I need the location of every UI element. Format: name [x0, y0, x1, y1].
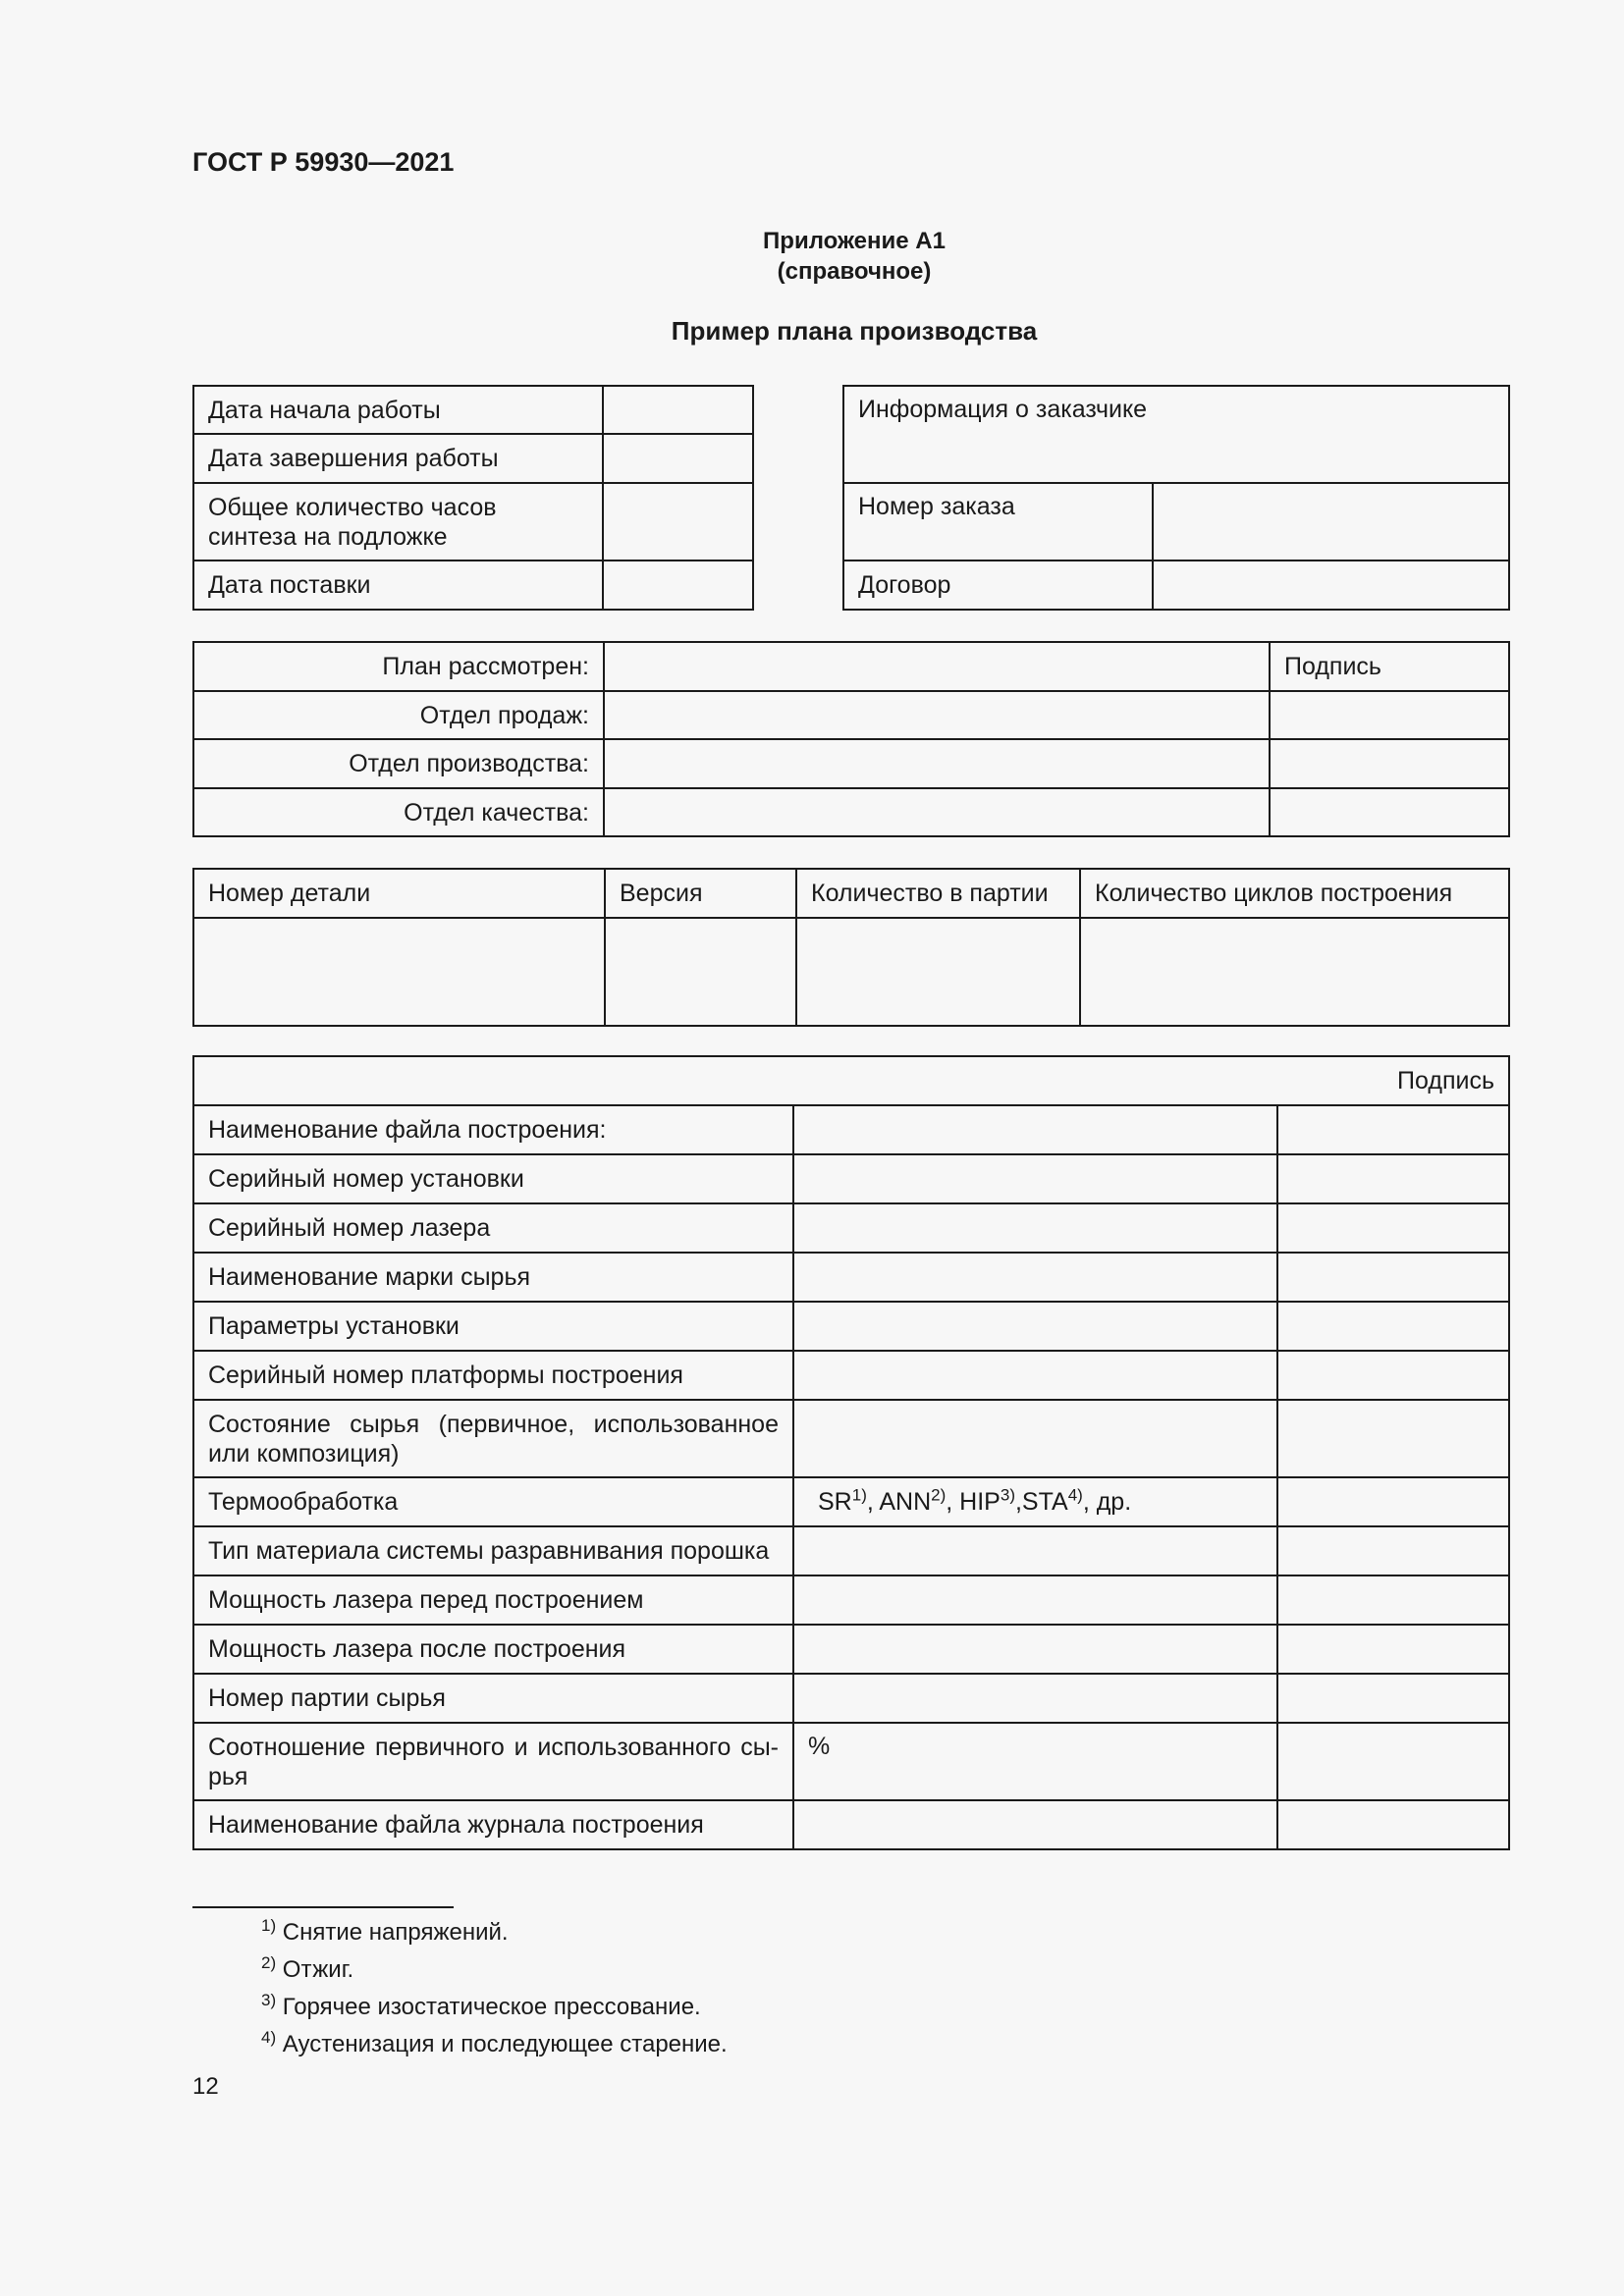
row-signature[interactable] [1277, 1575, 1509, 1625]
row-value[interactable] [793, 1674, 1277, 1723]
row-label: Номер партии сырья [193, 1674, 793, 1723]
row-label: Серийный номер установки [193, 1154, 793, 1203]
footnote-divider [192, 1906, 454, 1908]
row-label: Термообработка [193, 1477, 793, 1526]
table-row [193, 1674, 1509, 1723]
table-row [193, 1253, 1509, 1302]
row-label: Наименование марки сырья [193, 1253, 793, 1302]
table-row [193, 1723, 1509, 1800]
sales-dept-signature[interactable] [1270, 691, 1509, 739]
footnote-ref: 4) [261, 2028, 277, 2047]
ann-option: , ANN [866, 1488, 932, 1516]
table-row [193, 1477, 1509, 1526]
footnote-ref: 2) [261, 1953, 277, 1972]
row-value[interactable] [793, 1203, 1277, 1253]
footnote [261, 1953, 354, 1984]
part-number-header: Номер детали [193, 869, 605, 918]
table-row [193, 483, 753, 561]
date-end-label: Дата завершения работы [193, 434, 603, 483]
row-label: Наименование файла журнала построения [193, 1800, 793, 1849]
production-dept-signature[interactable] [1270, 739, 1509, 788]
footnote [261, 1991, 701, 2021]
table-row [193, 1203, 1509, 1253]
footnote [261, 2028, 728, 2058]
table-row [193, 1056, 1509, 1105]
footnote-ref: 1) [851, 1485, 867, 1505]
table-row [193, 918, 1509, 1026]
table-row [843, 386, 1509, 483]
quality-dept-signature[interactable] [1270, 788, 1509, 836]
contract-label: Договор [843, 561, 1153, 610]
footnote-ref: 1) [261, 1916, 277, 1935]
row-signature[interactable] [1277, 1477, 1509, 1526]
row-signature[interactable] [1277, 1800, 1509, 1849]
date-end-value[interactable] [603, 434, 753, 483]
contract-value[interactable] [1153, 561, 1509, 610]
table-row [193, 788, 1509, 836]
table-row [843, 561, 1509, 610]
build-cycles-value[interactable] [1080, 918, 1509, 1026]
plan-reviewed-value[interactable] [604, 642, 1270, 691]
row-label: Соотношение первичного и использованного сы-рья [193, 1723, 793, 1800]
footnote-text: Горячее изостатическое прессование. [282, 1994, 701, 2020]
row-signature[interactable] [1277, 1302, 1509, 1351]
row-signature[interactable] [1277, 1203, 1509, 1253]
appendix-subtitle: (справочное) [777, 258, 932, 285]
build-table [192, 1055, 1510, 1850]
quality-dept-label: Отдел качества: [193, 788, 604, 836]
table-row [193, 1800, 1509, 1849]
table-row [193, 1105, 1509, 1154]
row-label: Серийный номер платформы построения [193, 1351, 793, 1400]
ratio-value[interactable]: % [793, 1723, 1277, 1800]
row-value[interactable] [793, 1302, 1277, 1351]
page-number: 12 [192, 2073, 219, 2100]
part-table [192, 868, 1510, 1027]
row-value[interactable] [793, 1400, 1277, 1477]
quality-dept-value[interactable] [604, 788, 1270, 836]
build-cycles-header: Количество циклов построения [1080, 869, 1509, 918]
version-value[interactable] [605, 918, 796, 1026]
footnote-text: Отжиг. [282, 1956, 354, 1983]
row-value[interactable] [793, 1105, 1277, 1154]
table-row [193, 1400, 1509, 1477]
footnote-ref: 4) [1067, 1485, 1083, 1505]
other-option: , др. [1082, 1488, 1132, 1516]
signature-header: Подпись [1270, 642, 1509, 691]
synthesis-hours-label-line2: синтеза на подложке [208, 522, 448, 551]
order-number-label: Номер заказа [843, 483, 1153, 561]
footnote-ref: 2) [931, 1485, 947, 1505]
date-start-value[interactable] [603, 386, 753, 434]
table-row [193, 1625, 1509, 1674]
row-signature[interactable] [1277, 1253, 1509, 1302]
row-value[interactable] [793, 1800, 1277, 1849]
row-label: Мощность лазера перед построением [193, 1575, 793, 1625]
row-label: Тип материала системы разравнивания порошка [193, 1526, 793, 1575]
document-code: ГОСТ Р 59930—2021 [192, 147, 455, 177]
row-label: Мощность лазера после построения [193, 1625, 793, 1674]
synthesis-hours-label-line1: Общее количество часов [208, 493, 497, 521]
delivery-date-value[interactable] [603, 561, 753, 610]
table-row [193, 869, 1509, 918]
table-row [193, 642, 1509, 691]
batch-quantity-header: Количество в партии [796, 869, 1080, 918]
row-label: Наименование файла построения: [193, 1105, 793, 1154]
batch-quantity-value[interactable] [796, 918, 1080, 1026]
delivery-date-label: Дата поставки [193, 561, 603, 610]
row-value[interactable] [793, 1253, 1277, 1302]
production-dept-label: Отдел производства: [193, 739, 604, 788]
sales-dept-label: Отдел продаж: [193, 691, 604, 739]
row-signature[interactable] [1277, 1625, 1509, 1674]
order-number-value[interactable] [1153, 483, 1509, 561]
row-label: Параметры установки [193, 1302, 793, 1351]
table-row [843, 483, 1509, 561]
row-signature[interactable] [1277, 1105, 1509, 1154]
sta-option: ,STA [1014, 1488, 1068, 1516]
table-row [193, 1302, 1509, 1351]
row-signature[interactable] [1277, 1154, 1509, 1203]
version-header: Версия [605, 869, 796, 918]
row-signature[interactable] [1277, 1400, 1509, 1477]
customer-table [842, 385, 1510, 611]
plan-title: Пример плана производства [671, 316, 1038, 346]
table-row [193, 1526, 1509, 1575]
row-value[interactable] [793, 1575, 1277, 1625]
row-signature[interactable] [1277, 1723, 1509, 1800]
footnote-ref: 3) [261, 1991, 277, 2009]
build-signature-header: Подпись [193, 1056, 1509, 1105]
plan-reviewed-label: План рассмотрен: [193, 642, 604, 691]
footnote [261, 1916, 509, 1947]
sr-option: SR [818, 1488, 852, 1516]
heat-treatment-options[interactable] [793, 1477, 1277, 1526]
appendix-title: Приложение А1 [763, 228, 946, 254]
synthesis-hours-label [193, 483, 603, 561]
row-signature[interactable] [1277, 1351, 1509, 1400]
row-value[interactable] [793, 1625, 1277, 1674]
row-signature[interactable] [1277, 1674, 1509, 1723]
sales-dept-value[interactable] [604, 691, 1270, 739]
production-dept-value[interactable] [604, 739, 1270, 788]
customer-info-label: Информация о заказчике [843, 386, 1509, 483]
table-row [193, 1575, 1509, 1625]
footnote-text: Снятие напряжений. [282, 1919, 509, 1946]
appendix-heading [0, 226, 1624, 287]
table-row [193, 739, 1509, 788]
part-number-value[interactable] [193, 918, 605, 1026]
dates-table [192, 385, 754, 611]
row-signature[interactable] [1277, 1526, 1509, 1575]
date-start-label: Дата начала работы [193, 386, 603, 434]
row-label: Состояние сырья (первичное, использованное или композиция) [193, 1400, 793, 1477]
table-row [193, 561, 753, 610]
review-table [192, 641, 1510, 837]
hip-option: , HIP [946, 1488, 1001, 1516]
table-row [193, 1351, 1509, 1400]
table-row [193, 386, 753, 434]
table-row [193, 691, 1509, 739]
row-label: Серийный номер лазера [193, 1203, 793, 1253]
footnote-ref: 3) [1000, 1485, 1015, 1505]
synthesis-hours-value[interactable] [603, 483, 753, 561]
footnote-text: Аустенизация и последующее старение. [282, 2031, 728, 2057]
row-value[interactable] [793, 1351, 1277, 1400]
table-row [193, 434, 753, 483]
table-row [193, 1154, 1509, 1203]
row-value[interactable] [793, 1526, 1277, 1575]
row-value[interactable] [793, 1154, 1277, 1203]
